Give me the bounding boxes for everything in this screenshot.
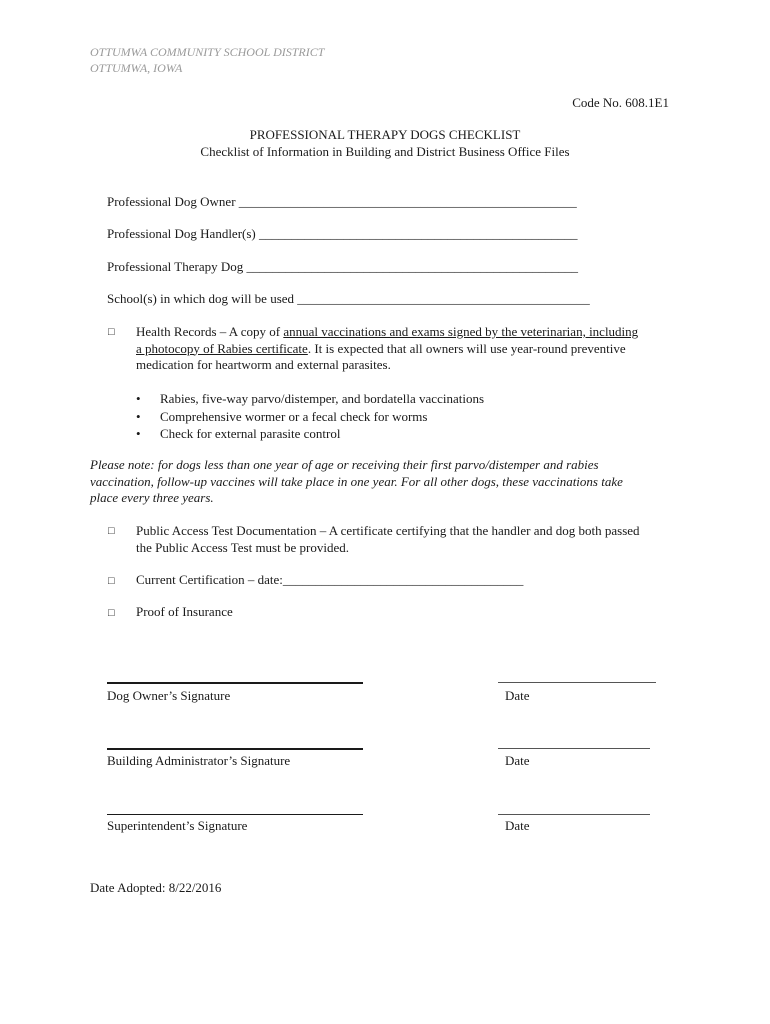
field-dog-handler [107, 226, 578, 242]
field-blank[interactable]: _____________________________________________ [297, 291, 590, 306]
owner-date-label: Date [505, 688, 530, 703]
insurance-checkbox[interactable]: □ [108, 607, 115, 619]
certification-checkbox[interactable]: □ [108, 575, 115, 587]
field-dog-owner [107, 194, 577, 210]
health-records-text: Health Records – A copy of annual vaccinations and exams signed by the veterinarian, including a photocopy of Rabies certificate. It is expected that all owners will use year-round preventive medication for heartworm and external parasites. [136, 324, 639, 372]
admin-signature-line[interactable] [107, 748, 363, 750]
field-label: Professional Dog Handler(s) [107, 226, 256, 241]
superintendent-date-line[interactable] [498, 814, 650, 815]
public-access-text: Public Access Test Documentation – A certificate certifying that the handler and dog both passed the Public Access Test must be provided. [136, 523, 640, 555]
health-records-checkbox[interactable]: □ [108, 326, 115, 338]
date-adopted: Date Adopted: 8/22/2016 [90, 880, 222, 895]
owner-signature-label: Dog Owner’s Signature [107, 688, 231, 703]
bullet-icon: • [136, 426, 141, 441]
bullet-icon: • [136, 408, 141, 424]
district-name: OTTUMWA COMMUNITY SCHOOL DISTRICT [90, 45, 325, 59]
field-label: Professional Dog Owner [107, 194, 236, 209]
rabies-requirement: a photocopy of Rabies certificate [136, 340, 308, 356]
admin-date-line[interactable] [498, 748, 650, 749]
public-access-checkbox[interactable]: □ [108, 525, 115, 537]
superintendent-signature-label: Superintendent’s Signature [107, 818, 248, 833]
field-blank[interactable]: ___________________________________________________ [246, 259, 578, 274]
bullet-icon: • [136, 391, 141, 406]
code-number: Code No. 608.1E1 [572, 95, 669, 110]
field-schools [107, 291, 590, 307]
admin-date-label: Date [505, 753, 530, 768]
district-location: OTTUMWA, IOWA [90, 61, 183, 75]
owner-signature-line[interactable] [107, 682, 363, 684]
list-item: • Check for external parasite control [136, 426, 341, 441]
please-note: Please note: for dogs less than one year of age or receiving their first parvo/distemper and rabies vaccination, follow-up vaccines will take place in one year. For all other dogs, these vaccinations take place every three years. [90, 457, 623, 505]
list-item: • Rabies, five-way parvo/distemper, and bordatella vaccinations [136, 391, 485, 406]
field-blank[interactable]: ____________________________________________________ [238, 194, 577, 209]
page-subtitle: Checklist of Information in Building and District Business Office Files [200, 144, 570, 159]
insurance-text: Proof of Insurance [136, 604, 233, 619]
admin-signature-label: Building Administrator’s Signature [107, 753, 291, 768]
certification-text: Current Certification – date:_____________________________________ [136, 572, 524, 587]
field-therapy-dog [107, 259, 578, 275]
superintendent-date-label: Date [505, 818, 530, 833]
field-blank[interactable]: _________________________________________________ [259, 226, 578, 241]
superintendent-signature-line[interactable] [107, 814, 363, 815]
field-label: Professional Therapy Dog [107, 259, 244, 274]
page-title: PROFESSIONAL THERAPY DOGS CHECKLIST [249, 127, 521, 142]
owner-date-line[interactable] [498, 682, 656, 683]
vaccination-requirement: annual vaccinations and exams signed by the veterinarian, including [283, 324, 639, 339]
field-label: School(s) in which dog will be used [107, 291, 295, 306]
vaccination-list [136, 390, 484, 443]
list-item: • Comprehensive wormer or a fecal check for worms [136, 408, 428, 424]
